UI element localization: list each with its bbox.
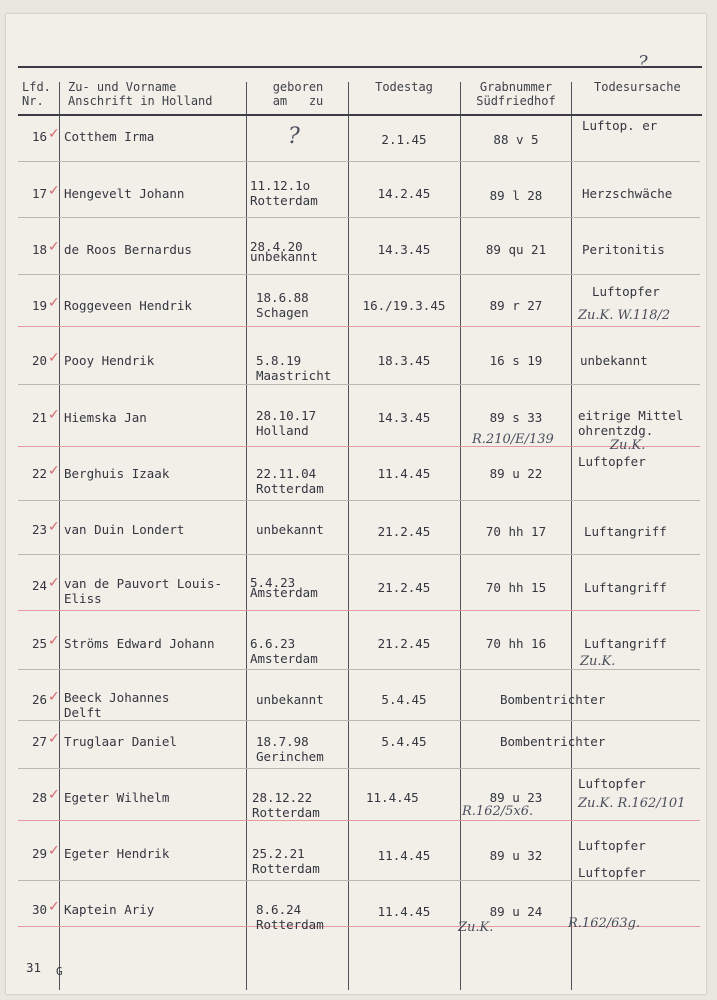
check-mark: ✓ [48,731,60,747]
row-nr: 29 [32,846,48,861]
check-mark: ✓ [48,350,60,366]
row-grave: 16 s 19 [489,353,543,368]
row-name: Berghuis Izaak [64,466,170,481]
row-death: 21.2.45 [377,636,431,651]
check-mark: ✓ [48,519,60,535]
check-mark: ✓ [48,183,60,199]
row-separator [18,610,700,611]
handwritten-mark: ? [288,124,300,149]
row-cause: Herzschwäche [582,186,673,201]
header-cause: Todesursache [594,80,681,94]
row-grave: 89 s 33 [489,410,543,425]
document-page [6,14,706,994]
row-nr: 19 [32,298,48,313]
row-name: van de Pauvort Louis- Eliss [64,576,223,606]
row-grave: Bombentrichter [500,692,606,707]
row-born: 22.11.04 Rotterdam [256,466,324,496]
row-cause: Luftangriff [584,580,667,595]
row-nr: 28 [32,790,48,805]
handwritten-note: R.162/5x6. [462,804,534,819]
row-born: 28.10.17 Holland [256,408,317,438]
row-grave: 89 l 28 [489,188,543,203]
check-mark: ✓ [48,899,60,915]
row-separator [18,161,700,162]
row-born: unbekannt [256,692,324,707]
row-death: 11.4.45 [377,466,431,481]
row-cause: Luftopfer [592,284,660,299]
row-death: 21.2.45 [377,580,431,595]
row-name: Hengevelt Johann [64,186,185,201]
row-nr: 20 [32,353,48,368]
column-rule-3 [348,82,349,990]
row-born: 18.6.88 Schagen [256,290,309,320]
row-grave: 89 u 22 [489,466,543,481]
row-cause: Peritonitis [582,242,665,257]
row-name: Egeter Hendrik [64,846,170,861]
row-death: 18.3.45 [377,353,431,368]
handwritten-note: R.210/E/139 [472,432,554,447]
row-grave: 70 hh 17 [485,524,547,539]
row-nr: 27 [32,734,48,749]
row-born: 28.12.22 Rotterdam [252,790,320,820]
row-cause: Luftopfer Luftopfer [578,838,646,880]
handwritten-note: R.162/63g. [568,916,641,931]
row-grave: 89 u 32 [489,848,543,863]
handwritten-note: Zu.K. W.118/2 [578,308,671,323]
row-name: Hiemska Jan [64,410,147,425]
row-grave: 89 r 27 [489,298,543,313]
check-mark: ✓ [48,126,60,142]
row-name: Roggeveen Hendrik [64,298,192,313]
row-cause: eitrige Mittel ohrentzdg. [578,408,684,438]
footer-mark: G [56,965,63,978]
row-name: Ströms Edward Johann [64,636,215,651]
header-grave: Grabnummer Südfriedhof [476,80,556,108]
row-separator [18,326,700,327]
row-name: Pooy Hendrik [64,353,155,368]
row-death: 14.3.45 [377,242,431,257]
header-death: Todestag [375,80,433,94]
row-death: 11.4.45 [377,848,431,863]
row-death: 14.3.45 [377,410,431,425]
row-cause: Luftop. er [582,118,658,133]
row-separator [18,274,700,275]
row-name: de Roos Bernardus [64,242,192,257]
row-born: 11.12.1o Rotterdam [250,178,318,208]
row-cause: Luftangriff [584,524,667,539]
column-rule-2 [246,82,247,990]
row-nr: 25 [32,636,48,651]
row-separator [18,669,700,670]
row-born: 6.6.23 Amsterdam [250,636,318,666]
row-grave: 89 qu 21 [485,242,547,257]
row-separator [18,820,700,821]
row-grave: Bombentrichter [500,734,606,749]
row-grave: 70 hh 16 [485,636,547,651]
row-separator [18,500,700,501]
row-nr: 24 [32,578,48,593]
row-separator [18,768,700,769]
row-born: 5.4.23 Amsterdam [250,575,318,600]
row-grave: 89 u 24 [489,904,543,919]
row-death: 16./19.3.45 [362,298,446,313]
check-mark: ✓ [48,575,60,591]
column-rule-5 [571,82,572,990]
row-born: 5.8.19 Maastricht [256,353,332,383]
row-born: 8.6.24 Rotterdam [256,902,324,932]
row-death: 5.4.45 [381,734,427,749]
check-mark: ✓ [48,843,60,859]
row-cause: Luftangriff [584,636,667,651]
row-born: 25.2.21 Rotterdam [252,846,320,876]
check-mark: ✓ [48,239,60,255]
row-grave: 70 hh 15 [485,580,547,595]
row-nr: 30 [32,902,48,917]
check-mark: ✓ [48,787,60,803]
row-nr: 16 [32,129,48,144]
row-born: 18.7.98 Gerinchem [256,734,324,764]
row-death: 11.4.45 [366,790,419,805]
handwritten-note: Zu.K. [610,438,646,453]
row-death: 21.2.45 [377,524,431,539]
row-death: 11.4.45 [377,904,431,919]
row-death: 2.1.45 [381,132,427,147]
row-nr: 17 [32,186,48,201]
check-mark: ✓ [48,407,60,423]
row-separator [18,554,700,555]
footer-row-nr: 31 [26,960,42,975]
row-cause: Luftopfer [578,776,646,791]
row-name: Cotthem Irma [64,129,155,144]
row-separator [18,720,700,721]
row-born: 28.4.20 unbekannt [250,239,318,264]
check-mark: ✓ [48,295,60,311]
handwritten-note: Zu.K. [458,920,494,935]
row-name: Beeck Johannes Delft [64,690,170,720]
row-death: 5.4.45 [381,692,427,707]
row-separator [18,446,700,447]
check-mark: ✓ [48,689,60,705]
row-name: Kaptein Ariy [64,902,155,917]
handwritten-question-mark: ? [638,52,648,73]
row-nr: 18 [32,242,48,257]
check-mark: ✓ [48,633,60,649]
row-grave: 88 v 5 [493,132,539,147]
row-name: van Duin Londert [64,522,185,537]
row-separator [18,384,700,385]
header-born: geboren am zu [272,80,324,108]
header-name: Zu- und Vorname Anschrift in Holland [68,80,213,108]
header-bottom-rule [18,114,702,116]
column-rule-4 [460,82,461,990]
row-nr: 21 [32,410,48,425]
row-name: Egeter Wilhelm [64,790,170,805]
row-name: Truglaar Daniel [64,734,177,749]
check-mark: ✓ [48,463,60,479]
row-separator [18,217,700,218]
row-death: 14.2.45 [377,186,431,201]
header-nr: Lfd. Nr. [22,80,51,108]
handwritten-note: Zu.K. [580,654,616,669]
row-grave: 89 u 23 [489,790,543,805]
row-nr: 26 [32,692,48,707]
header-top-rule [18,66,702,68]
row-cause: Luftopfer [578,454,646,469]
row-born: unbekannt [256,522,324,537]
row-cause: unbekannt [580,353,648,368]
row-nr: 22 [32,466,48,481]
handwritten-note: Zu.K. R.162/101 [578,796,686,811]
row-nr: 23 [32,522,48,537]
